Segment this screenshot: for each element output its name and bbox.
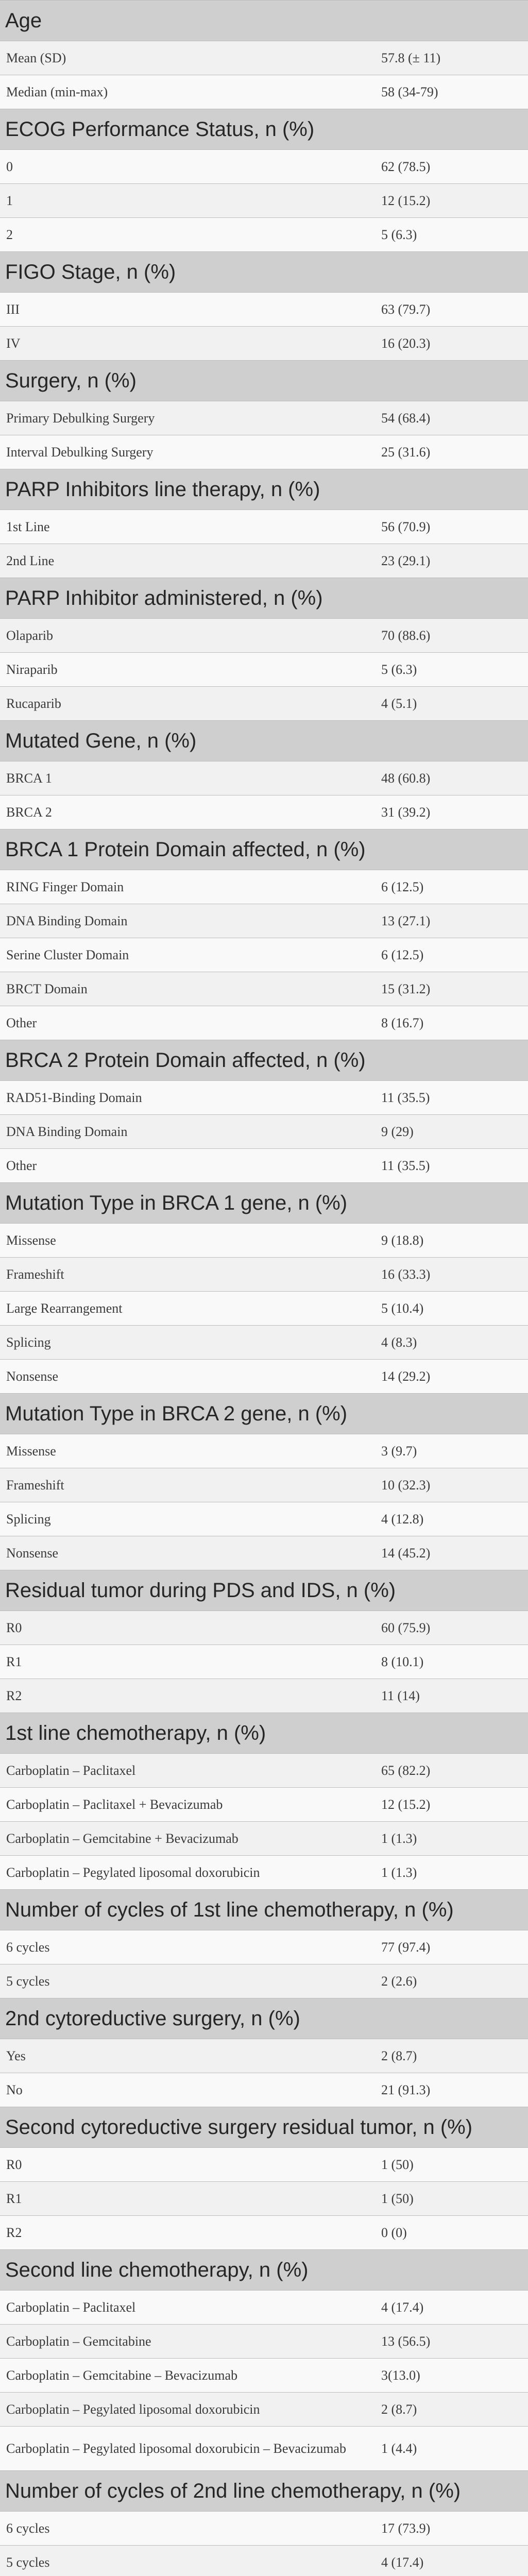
row-label: 2 (0, 218, 379, 252)
row-value: 2 (8.7) (379, 2393, 528, 2427)
section-title: Residual tumor during PDS and IDS, n (%) (0, 1570, 528, 1611)
row-value: 62 (78.5) (379, 150, 528, 184)
table-row (0, 2359, 528, 2393)
row-value: 70 (88.6) (379, 619, 528, 653)
row-label: IV (0, 327, 379, 361)
table-row (0, 1224, 528, 1258)
row-value: 1 (4.4) (379, 2427, 528, 2471)
row-label: Yes (0, 2039, 379, 2073)
row-label: 5 cycles (0, 1964, 379, 1998)
section-header-row (0, 1713, 528, 1754)
table-row (0, 1645, 528, 1679)
table-row (0, 2148, 528, 2182)
row-label: Carboplatin – Pegylated liposomal doxorubicin (0, 1856, 379, 1890)
section-title: Second cytoreductive surgery residual tumor, n (%) (0, 2107, 528, 2148)
section-header-row (0, 829, 528, 870)
row-value: 16 (20.3) (379, 327, 528, 361)
section-header-row (0, 721, 528, 761)
row-label: Rucaparib (0, 687, 379, 721)
row-label: Nonsense (0, 1360, 379, 1394)
row-label: 6 cycles (0, 2512, 379, 2546)
section-header-row (0, 2250, 528, 2291)
row-value: 9 (18.8) (379, 1224, 528, 1258)
table-row (0, 1468, 528, 1502)
table-row (0, 938, 528, 972)
table-row (0, 1081, 528, 1115)
table-row (0, 1326, 528, 1360)
row-value: 4 (8.3) (379, 1326, 528, 1360)
table-row (0, 1930, 528, 1964)
row-value: 48 (60.8) (379, 761, 528, 795)
table-row (0, 184, 528, 218)
table-row (0, 2291, 528, 2325)
row-label: Carboplatin – Paclitaxel (0, 1754, 379, 1788)
section-header-row (0, 1, 528, 41)
row-value: 4 (17.4) (379, 2546, 528, 2576)
table-row (0, 1822, 528, 1856)
row-label: Carboplatin – Gemcitabine + Bevacizumab (0, 1822, 379, 1856)
row-label: Carboplatin – Gemcitabine – Bevacizumab (0, 2359, 379, 2393)
section-header-row (0, 1570, 528, 1611)
table-row (0, 972, 528, 1006)
row-label: Olaparib (0, 619, 379, 653)
table-row (0, 1611, 528, 1645)
table-row (0, 544, 528, 578)
section-title: 2nd cytoreductive surgery, n (%) (0, 1998, 528, 2039)
table-row (0, 2325, 528, 2359)
row-label: RING Finger Domain (0, 870, 379, 904)
table-row (0, 2512, 528, 2546)
section-header-row (0, 469, 528, 510)
row-label: 0 (0, 150, 379, 184)
table-row (0, 75, 528, 109)
row-value: 31 (39.2) (379, 795, 528, 829)
table-row (0, 1292, 528, 1326)
table-row (0, 1964, 528, 1998)
section-title: Mutation Type in BRCA 2 gene, n (%) (0, 1394, 528, 1434)
section-title: PARP Inhibitors line therapy, n (%) (0, 469, 528, 510)
section-title: BRCA 1 Protein Domain affected, n (%) (0, 829, 528, 870)
section-header-row (0, 109, 528, 150)
table-row (0, 2427, 528, 2471)
row-label: Splicing (0, 1502, 379, 1536)
row-label: RAD51-Binding Domain (0, 1081, 379, 1115)
table-row (0, 2182, 528, 2216)
section-header-row (0, 578, 528, 619)
table-row (0, 1006, 528, 1040)
table-row (0, 2039, 528, 2073)
row-label: R2 (0, 1679, 379, 1713)
section-header-row (0, 361, 528, 401)
section-header-row (0, 1890, 528, 1930)
row-value: 5 (10.4) (379, 1292, 528, 1326)
row-value: 11 (35.5) (379, 1081, 528, 1115)
table-row (0, 1679, 528, 1713)
row-value: 4 (17.4) (379, 2291, 528, 2325)
section-title: Age (0, 1, 528, 41)
row-value: 23 (29.1) (379, 544, 528, 578)
table-row (0, 1788, 528, 1822)
row-value: 3 (9.7) (379, 1434, 528, 1468)
row-value: 4 (5.1) (379, 687, 528, 721)
row-label: Carboplatin – Gemcitabine (0, 2325, 379, 2359)
row-value: 1 (1.3) (379, 1856, 528, 1890)
section-title: Number of cycles of 1st line chemotherapy, n (%) (0, 1890, 528, 1930)
row-value: 11 (35.5) (379, 1149, 528, 1183)
row-value: 25 (31.6) (379, 435, 528, 469)
table-row (0, 1502, 528, 1536)
section-title: Number of cycles of 2nd line chemotherapy, n (%) (0, 2471, 528, 2512)
row-label: No (0, 2073, 379, 2107)
row-label: Nonsense (0, 1536, 379, 1570)
row-value: 5 (6.3) (379, 653, 528, 687)
row-label: R0 (0, 1611, 379, 1645)
table-row (0, 1536, 528, 1570)
section-title: BRCA 2 Protein Domain affected, n (%) (0, 1040, 528, 1081)
row-label: Carboplatin – Paclitaxel + Bevacizumab (0, 1788, 379, 1822)
row-value: 8 (16.7) (379, 1006, 528, 1040)
table-row (0, 1149, 528, 1183)
row-value: 56 (70.9) (379, 510, 528, 544)
row-label: BRCA 2 (0, 795, 379, 829)
row-value: 0 (0) (379, 2216, 528, 2250)
row-label: BRCA 1 (0, 761, 379, 795)
table-row (0, 653, 528, 687)
table-row (0, 1754, 528, 1788)
section-title: Mutation Type in BRCA 1 gene, n (%) (0, 1183, 528, 1224)
row-label: R2 (0, 2216, 379, 2250)
row-value: 13 (27.1) (379, 904, 528, 938)
table-row (0, 1115, 528, 1149)
row-label: Splicing (0, 1326, 379, 1360)
row-value: 11 (14) (379, 1679, 528, 1713)
row-label: Mean (SD) (0, 41, 379, 75)
row-value: 57.8 (± 11) (379, 41, 528, 75)
row-value: 10 (32.3) (379, 1468, 528, 1502)
row-label: Frameshift (0, 1468, 379, 1502)
table-row (0, 1856, 528, 1890)
section-header-row (0, 1183, 528, 1224)
row-value: 60 (75.9) (379, 1611, 528, 1645)
row-label: Frameshift (0, 1258, 379, 1292)
table-row (0, 1360, 528, 1394)
row-value: 16 (33.3) (379, 1258, 528, 1292)
section-header-row (0, 2471, 528, 2512)
table-row (0, 218, 528, 252)
table-row (0, 1258, 528, 1292)
section-title: PARP Inhibitor administered, n (%) (0, 578, 528, 619)
row-value: 9 (29) (379, 1115, 528, 1149)
row-value: 1 (50) (379, 2182, 528, 2216)
row-label: Other (0, 1006, 379, 1040)
row-label: Large Rearrangement (0, 1292, 379, 1326)
row-value: 15 (31.2) (379, 972, 528, 1006)
section-header-row (0, 1998, 528, 2039)
table-row (0, 435, 528, 469)
table-row (0, 327, 528, 361)
row-label: 2nd Line (0, 544, 379, 578)
row-label: BRCT Domain (0, 972, 379, 1006)
row-label: R1 (0, 1645, 379, 1679)
row-label: Median (min-max) (0, 75, 379, 109)
table-row (0, 904, 528, 938)
row-label: R0 (0, 2148, 379, 2182)
row-label: DNA Binding Domain (0, 904, 379, 938)
row-value: 8 (10.1) (379, 1645, 528, 1679)
row-value: 2 (2.6) (379, 1964, 528, 1998)
section-title: 1st line chemotherapy, n (%) (0, 1713, 528, 1754)
table-row (0, 2216, 528, 2250)
table-row (0, 510, 528, 544)
row-label: 6 cycles (0, 1930, 379, 1964)
row-label: R1 (0, 2182, 379, 2216)
table-row (0, 2393, 528, 2427)
table-row (0, 293, 528, 327)
table-row (0, 1434, 528, 1468)
row-value: 63 (79.7) (379, 293, 528, 327)
row-label: Niraparib (0, 653, 379, 687)
row-value: 54 (68.4) (379, 401, 528, 435)
row-value: 14 (45.2) (379, 1536, 528, 1570)
section-title: FIGO Stage, n (%) (0, 252, 528, 293)
section-header-row (0, 1040, 528, 1081)
table-row (0, 401, 528, 435)
row-label: Missense (0, 1224, 379, 1258)
table-row (0, 870, 528, 904)
row-label: Interval Debulking Surgery (0, 435, 379, 469)
row-label: 1st Line (0, 510, 379, 544)
row-value: 1 (50) (379, 2148, 528, 2182)
row-value: 65 (82.2) (379, 1754, 528, 1788)
row-value: 77 (97.4) (379, 1930, 528, 1964)
section-title: Surgery, n (%) (0, 361, 528, 401)
row-value: 21 (91.3) (379, 2073, 528, 2107)
row-label: III (0, 293, 379, 327)
row-value: 12 (15.2) (379, 1788, 528, 1822)
row-label: Other (0, 1149, 379, 1183)
row-value: 3(13.0) (379, 2359, 528, 2393)
row-value: 13 (56.5) (379, 2325, 528, 2359)
row-value: 58 (34-79) (379, 75, 528, 109)
section-title: ECOG Performance Status, n (%) (0, 109, 528, 150)
row-label: 5 cycles (0, 2546, 379, 2576)
table-row (0, 795, 528, 829)
row-label: Serine Cluster Domain (0, 938, 379, 972)
row-value: 2 (8.7) (379, 2039, 528, 2073)
table-row (0, 150, 528, 184)
row-value: 14 (29.2) (379, 1360, 528, 1394)
row-value: 12 (15.2) (379, 184, 528, 218)
row-value: 5 (6.3) (379, 218, 528, 252)
row-label: Primary Debulking Surgery (0, 401, 379, 435)
row-value: 6 (12.5) (379, 870, 528, 904)
section-header-row (0, 1394, 528, 1434)
row-label: 1 (0, 184, 379, 218)
section-header-row (0, 2107, 528, 2148)
table-row (0, 2546, 528, 2576)
row-label: Carboplatin – Pegylated liposomal doxorubicin – Bevacizumab (0, 2427, 379, 2471)
row-label: Carboplatin – Paclitaxel (0, 2291, 379, 2325)
table-row (0, 619, 528, 653)
row-label: Carboplatin – Pegylated liposomal doxorubicin (0, 2393, 379, 2427)
row-label: Missense (0, 1434, 379, 1468)
table-row (0, 2073, 528, 2107)
section-header-row (0, 252, 528, 293)
row-value: 1 (1.3) (379, 1822, 528, 1856)
section-title: Mutated Gene, n (%) (0, 721, 528, 761)
row-value: 6 (12.5) (379, 938, 528, 972)
table-row (0, 687, 528, 721)
table-body (0, 1, 528, 2576)
table-row (0, 41, 528, 75)
table-row (0, 761, 528, 795)
section-title: Second line chemotherapy, n (%) (0, 2250, 528, 2291)
row-value: 17 (73.9) (379, 2512, 528, 2546)
row-label: DNA Binding Domain (0, 1115, 379, 1149)
row-value: 4 (12.8) (379, 1502, 528, 1536)
